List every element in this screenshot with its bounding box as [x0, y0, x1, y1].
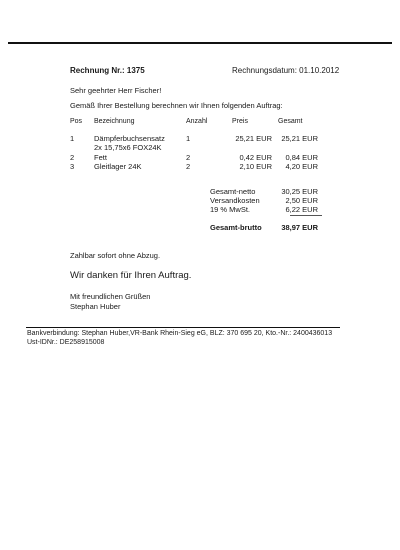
gross-value: 38,97 EUR	[281, 223, 318, 232]
row2-total: 0,84 EUR	[285, 153, 318, 162]
row1-qty: 1	[186, 134, 191, 143]
row1-price: 25,21 EUR	[235, 134, 272, 143]
shipping-label: Versandkosten	[210, 196, 260, 205]
top-rule	[8, 42, 392, 44]
row2-price: 0,42 EUR	[239, 153, 272, 162]
row2-desc: Fett	[94, 153, 107, 162]
invoice-date: Rechnungsdatum: 01.10.2012	[232, 66, 340, 75]
row1-desc-detail: 2x 15,75x6 FOX24K	[94, 143, 162, 152]
col-header-total: Gesamt	[278, 118, 303, 125]
signer-name: Stephan Huber	[70, 302, 121, 311]
row2-qty: 2	[186, 153, 191, 162]
shipping-value: 2,50 EUR	[285, 196, 318, 205]
col-header-price: Preis	[232, 118, 248, 125]
thanks-text: Wir danken für Ihren Auftrag.	[70, 270, 192, 281]
row3-price: 2,10 EUR	[239, 162, 272, 171]
vat-id: Ust-IDNr.: DE258915008	[27, 339, 105, 346]
gross-label: Gesamt-brutto	[210, 223, 262, 232]
footer-rule	[26, 327, 340, 328]
salutation: Sehr geehrter Herr Fischer!	[70, 86, 162, 95]
totals-rule	[290, 215, 322, 216]
vat-label: 19 % MwSt.	[210, 205, 251, 214]
intro-text: Gemäß Ihrer Bestellung berechnen wir Ihnen folgenden Auftrag:	[70, 101, 283, 110]
net-label: Gesamt-netto	[210, 187, 256, 196]
col-header-pos: Pos	[70, 118, 83, 125]
bank-details: Bankverbindung: Stephan Huber,VR-Bank Rhein-Sieg eG, BLZ: 370 695 20, Kto.-Nr.: 2400436013	[27, 330, 333, 337]
row1-pos: 1	[70, 134, 75, 143]
row2-pos: 2	[70, 153, 75, 162]
row3-qty: 2	[186, 162, 191, 171]
col-header-qty: Anzahl	[186, 118, 208, 125]
invoice-number: Rechnung Nr.: 1375	[70, 66, 145, 75]
row3-total: 4,20 EUR	[285, 162, 318, 171]
row1-desc: Dämpferbuchsensatz	[94, 134, 165, 143]
row1-total: 25,21 EUR	[281, 134, 318, 143]
closing-greeting: Mit freundlichen Grüßen	[70, 292, 151, 301]
payment-note: Zahlbar sofort ohne Abzug.	[70, 251, 161, 260]
vat-value: 6,22 EUR	[285, 205, 318, 214]
row3-desc: Gleitlager 24K	[94, 162, 142, 171]
row3-pos: 3	[70, 162, 75, 171]
net-value: 30,25 EUR	[281, 187, 318, 196]
col-header-desc: Bezeichnung	[94, 118, 135, 125]
